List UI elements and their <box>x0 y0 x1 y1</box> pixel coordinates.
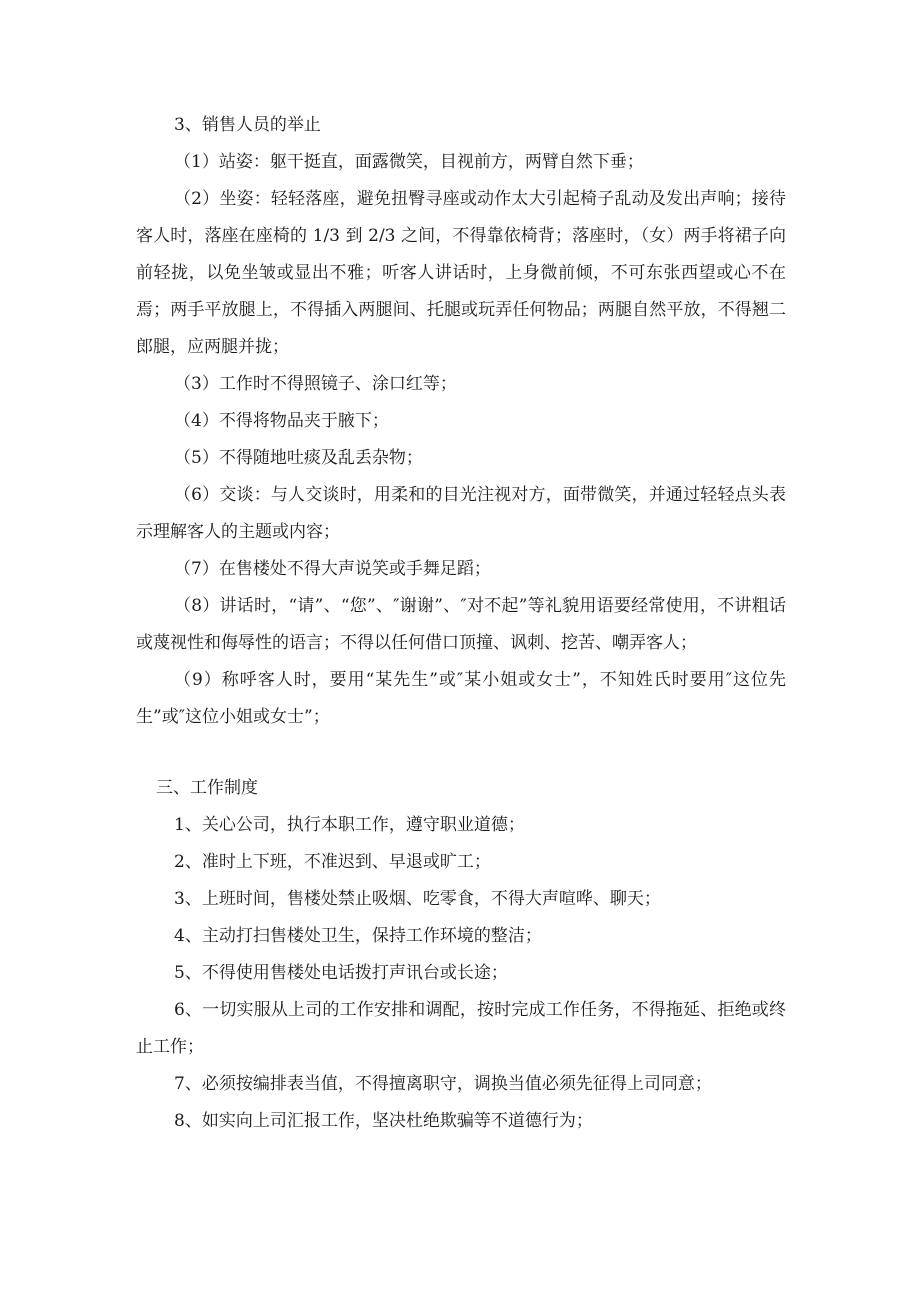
list-item: 5、不得使用售楼处电话拨打声讯台或长途； <box>174 963 508 983</box>
list-item: 7、必须按编排表当值，不得擅离职守，调换当值必须先征得上司同意； <box>174 1074 712 1094</box>
list-item: （9）称呼客人时，要用“某先生”或″某小姐或女士”，不知姓氏时要用″这位先生”或″这位小姐或女士”； <box>136 670 786 727</box>
list-item: 8、如实向上司汇报工作，坚决杜绝欺骗等不道德行为； <box>174 1111 593 1131</box>
section-heading-work-rules: 三、工作制度 <box>156 778 258 798</box>
list-item: （5）不得随地吐痰及乱丢杂物； <box>174 448 423 468</box>
list-item: （1）站姿：躯干挺直，面露微笑，目视前方，两臂自然下垂； <box>174 152 644 172</box>
list-item: （6）交谈：与人交谈时，用柔和的目光注视对方，面带微笑，并通过轻轻点头表示理解客人的主题或内容； <box>136 485 786 542</box>
list-item: 2、准时上下班，不准迟到、早退或旷工； <box>174 852 491 872</box>
list-item: （2）坐姿：轻轻落座，避免扭臀寻座或动作太大引起椅子乱动及发出声响；接待客人时，落座在座椅的 1/3 到 2/3 之间，不得靠依椅背；落座时，（女）两手将裙子向前轻拢，以免坐皱或显出不雅；听客人讲话时，上身微前倾，不可东张西望或心不在焉；两手平放腿上，不得插入两腿间、托腿或玩弄任何物品；两腿自然平放，不得翘二郎腿，应两腿并拢； <box>136 189 786 357</box>
list-item: （4）不得将物品夹于腋下； <box>174 411 389 431</box>
section-heading-sales-conduct: 3、销售人员的举止 <box>174 115 321 135</box>
list-item: 1、关心公司，执行本职工作，遵守职业道德； <box>174 815 525 835</box>
list-item: 6、一切实服从上司的工作安排和调配，按时完成工作任务，不得拖延、拒绝或终止工作； <box>136 1000 786 1057</box>
list-item: （7）在售楼处不得大声说笑或手舞足蹈； <box>174 559 491 579</box>
list-item: 3、上班时间，售楼处禁止吸烟、吃零食，不得大声喧哗、聊天； <box>174 889 661 909</box>
list-item: （3）工作时不得照镜子、涂口红等； <box>174 374 457 394</box>
section-spacer <box>136 736 786 770</box>
list-item: （8）讲话时，“请”、“您”、″谢谢”、″对不起”等礼貌用语要经常使用，不讲粗话或蔑视性和侮辱性的语言；不得以任何借口顶撞、讽刺、挖苦、嘲弄客人； <box>136 596 786 653</box>
list-item: 4、主动打扫售楼处卫生，保持工作环境的整洁； <box>174 926 542 946</box>
document-body <box>136 107 786 1140</box>
